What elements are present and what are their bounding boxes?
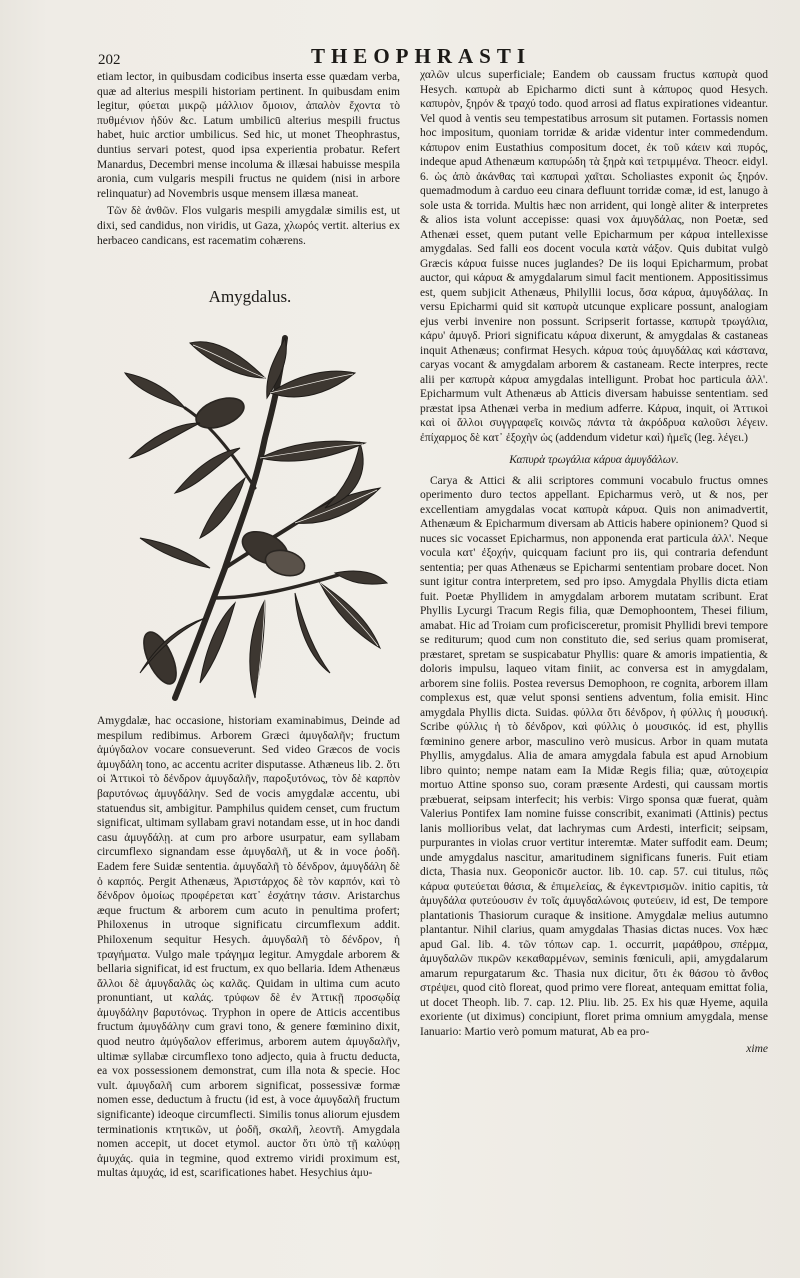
- paragraph: etiam lector, in quibusdam codicibus inserta esse quædam verba, quæ ad alterius mespili historiam pertinent. In quibusdam enim legitur, φύεται μικρῷ μάλλιον ὅμοιον, ἀπαλὸν ἔχοντα τὸ πυθμένιον ἡδύν &c. Latum umbilicū alterius mespili fructus habet, huic arctior umbilicus. Sed hic, ut monet Theophrastus, duntius servari potest, quod ipsa experientia probatur. Refert Manardus, Decembri mense incoluma & illæsai habuisse mespila aronia, cum vulgaris mespili fructus ne quidem (nisi in arbore relinquatur) ad Novembris usque mensem illæsa maneat.: [97, 71, 400, 200]
- paragraph: Carya & Attici & alii scriptores communi vocabulo fructus omnes operimento duro tectos appellant. Epicharmus verò, ut & nos, per excellentiam amygdalas vocat καπυρὰ κάρυα. Quis non animadvertit, Athenæum & Epicharmum diversam ab Atticis habere opinionem? Quod si nuces sic vocasset Epicharmus, non apponenda erat particula ἀλλ'. Neque vocula κατ' ἐξοχήν, quicquam faciunt pro iis, qui contraria defendunt sententia; per quas Athenæus se Epicharmi sententiam probare docet. Non sunt igitur contra interpretem, sed pro ipso. Amygdala Phyllis dicta etiam fuit. Poetæ Phyllidem in amygdalam arborem mutatam scribunt. Erat Phyllis Lycurgi Tracum Regis filia, quæ Demophoontem, Thesei filium, amabat. Hic ad Troiam cum proficisceretur, promisit Phyllidi brevi tempore se rediturum; quod cum non constituto die, sed serius quam promiserat, præstaret, spretam se suspicabatur Phyllis: quare & amoris impatientia, & doloris impulsu, laqueo vitam finiit, ac conversa est in amygdalam, arborem sine foliis. Postea reversus Demophoon, re cognita, arborem illam complexus est, quæ velut sponsi sentiens adventum, folia emisit. Hinc amygdala Phyllis dicta. Suidas. φύλλα ὅτι δένδρον, ἡ φύλλις ἡ μουσική. Scribe φύλλις ἡ τὸ δένδρον, καὶ φύλλις ὁ μουσικός. id est, phyllis fœminino genere arbor, masculino verò musicus. Arbor in quam mutata Phyllis, amygdalus. Alia de amara amygdala fabula est apud Arnobium libro quinto; nempe natam eam Ia Midæ Regis filia; quæ, αὐτοχειρία mortuo Attine sponso suo, coram præsente Ardesti, qui caussam mortis præbuerat, seipsam interfecit; his verbis: Virgo sponsa quæ fuerat, quàm Valerius Pontifex Iam nomine fuisse conscribit, exanimati (Attinis) pectus lanis mollioribus velat, dat lachrymas cum Ardesti, interficit; seipsam, purpurantes in violas cruor vertitur interemtæ. Mater suffodit eam. Deum; unde amygdalus nascitur, amaritudinem significans funeris. Fuit etiam dicta, Thasia nux. Geoponicōr auctor. lib. 10. cap. 57. cui titulus, πῶς κάρυα φυτεύεται θάσια, & ἐπιμελείας, & ἐγκεντρισμῶν. initio capitis, τὰ ἀμυγδάλα φυτεύουσιν ἐν τοῖς ἀμυγδαλώνοις φυτεύειν, id est, De tempore plantationis Thasiorum curaque & insitione. Amygdalæ melius autumno plantantur. Nihil clarius, quam amygdalas Thasias dictas nuces. Vox hæc apud Gal. lib. 4. τῶν τόπων cap. 1. occurrit, μαράθρου, σπέρμα, ἀμυγδαλῶν πικρῶν κεκαθαρμένων, seminis fœniculi, apii, amygdalarum amarum repurgatarum &c. Thasia nux dicitur, ὅτι ἐκ θάσου τὸ ἄνθος στρέψει, quod citò floreat, quod primo vere floreat, antequam emittat folia, ut docet Theoph. lib. 7. cap. 12. Pliu. lib. 25. Ex his quæ Hyeme, aquila exoriente (ut diximus) concipiunt, floret prima omnium amygdala, mense Ianuario: Martio verò pomum maturat, Ab ea pro-: [420, 474, 768, 1038]
- catchword: xime: [746, 1043, 768, 1055]
- running-head: THEOPHRASTI: [310, 44, 532, 68]
- paragraph: Τῶν δὲ ἀνθῶν. Flos vulgaris mespili amygdalæ similis est, ut dixi, sed candidus, non viridis, ut Gaza, χλωρός vertit. alterius ex herbaceo candicans, est racematim cohærens.: [97, 205, 400, 247]
- right-column: [420, 68, 768, 1057]
- paragraph: χαλῶν ulcus superficiale; Eandem ob caussam fructus καπυρὰ quod Hesych. καπυρὰ ab Epicharmo dicti sunt à κάπυρος quod Hesych. καπυρὸν, ξηρόν & τραχύ todo. quod arrosi ad flatus expirationes videantur. Vel quod à ventis seu tempestatibus arrosum sit putamen. Fortassis nomen hoc impositum, quoniam torridæ & aridæ videntur inter commedendum. κάπυρον enim Eustathius compositum docet, ἐκ τοῦ κάειν καὶ πυρός, indeque apud Athenæum καπυρώδη τὰ ξηρὰ καὶ τετριμμένα. Theocr. eidyl. 6. ὡς ἀπὸ ἀκάνθας ταὶ καπυραὶ χαῖται. Scholiastes exponit ὡς ξηρόν. quemadmodum à carduo eeu cinara defluunt torridæ comæ, id est, lanugo à sole usta & torrida. Multis hæc non arrident, qui longè aliter & interpretes & alios ista volunt accepisse: quasi vox ἀμυγδάλας, non Poetæ, sed Athenæi esset, quem putant velle Epicharmum per κάρυα intellexisse amygdalas. Sed falli eos docent vocula κατὰ νάξον. Quis dubitat vulgò Græcis κάρυα fuisse nuces juglandes? De iis loqui Epicharmum, probat auctor, qui κάρυα & amygdalarum simul facit mentionem. Appositissimus est, quem subjicit Athenæus, Philyllii locus, ὅσα κάρυα, ἀμυγδάλας. In versu Epicharmi quid sit καπυρὰ utcunque explicare possunt, analogiam ejus verbi invenire non possunt. Scripserit fortasse, καπυρὰ τρωγάλια, κάρυ' ἀμυγδ. Priori significatu κάρυα dixerunt, & amygdalas & castaneas inquit Athenæus; confirmat Hesych. κάρυα τούς ἀμυγδάλας καὶ κάστανα, caryas vocant & amygdalam arborem & castaneam. Recte interpres, recte alii per καπυρὰ κάρυα amygdalas intelligunt. Probat hoc particula ἀλλ'. Epicharmum vult Athenæus ab Atticis diversam habuisse sententiam. sed præstat ipsa Athenæi verba in medium adferre. Κάρυα, inquit, οἱ Ἀττικοὶ καὶ οἱ ἄλλοι συγγραφεῖς κοινῶς πάντα τὰ ἀκρόδρυα καλοῦσι λέγειν. ἐπίχαρμος δὲ κατ᾽ ἐξοχὴν ὡς (addendum videtur καὶ) ἡμεῖς (leg. λέγει.): [420, 69, 768, 444]
- left-column-top: [97, 70, 400, 251]
- section-heading: Καπυρὰ τρωγάλια κάρυα ἀμυγδάλων.: [509, 454, 679, 466]
- figure-caption: Amygdalus.: [208, 287, 292, 306]
- page-number: 202: [98, 52, 121, 68]
- paragraph: Amygdalæ, hac occasione, historiam examinabimus, Deinde ad mespilum redibimus. Arborem Græci ἀμυγδαλῆν; fructum ἀμύγδαλον vocare consueverunt. Sed video Græcos de vocis ἀμυγδάλη tono, ac accentu acriter disputasse. Athæneus lib. 2. ὅτι οἱ Ἀττικοὶ τὸ δένδρον ἀμυγδαλῆν, παροξυτόνως, τὸν δὲ καρπὸν βαρυτόνως ἀμυγδάλην. Sed de vocis amygdalæ accentu, ubi statuendus sit, ambigitur. Pamphilus quidem censet, cum fructum significat, ultimam syllabam gravi notandam esse, ut in hoc dandi casu ἀμυγδάλῃ. at cum pro arbore usurpatur, eam syllabam circumflexo signandam esse ἀμυγδαλῆ, ut & in voce ῥοδῆ. Eadem fere Suidæ sententia. ἀμυγδαλῆ τὸ δένδρον, ἀμυγδάλη δὲ ὁ καρπός. Pergit Athenæus, Ἀριστάρχος δὲ τὸν καρπόν, καὶ τὸ δένδρον ὁμοίως προφέρεται κατ᾽ ἐσχάτην τάσιν. Aristarchus æque fructum & arborem cum acuto in penultima profert; Philoxenus in utroque significatu circumflexum addit. Philoxenum sequitur Hesych. ἀμυγδαλῆ τὸ δένδρον, ἡ τραγήματα. Vulgo male τράγημα legitur. Amygdale arborem & bellaria significat, id est fructum, ex quo bellaria. Idem Athenæus ἄλλοι δὲ ἀμυγδαλᾶς ὡς καλᾶς. Quidam in ultima cum acuto pronuntiant, ut καλάς. τρύφων δὲ ἐν Ἀττικῇ προσῳδίᾳ ἀμυγδάλην βαρυτόνως. Tryphon in opere de Atticis accentibus fructum ἀμυγδάλην cum gravi tono, & genere fœminino dixit, quod neutro ἀμύγδαλον efferimus, arborem autem ἀμυγδαλῆν, ultimæ syllabæ circumflexo tono adjecto, quia à fructu deducta, ea vox possessionem demonstrat, cum illa nota & specie. Hoc vult. ἀμυγδαλῆ cum arborem significat, possessivæ formæ nomen esse, deductum à fructu (id est, à voce ἀμυγδαλῆ fructum significante) ideoque circumflecti. Similis tonus aliorum ejusdem terminationis κτητικῶν, ut ῥοδῆ, σκαλῆ, λεοντῆ. Amygdala nomen accepit, ut docet etymol. auctor ὅτι ὑπὸ τῇ καλύφῃ ἀμυχάς. quia in tegmine, quod extremo viridi proximum est, multas ἀμυχάς, id est, scarificationes habet. Hesychius ἀμυ-: [97, 715, 400, 1180]
- almond-branch-woodcut: [115, 318, 390, 708]
- left-column-bottom: [97, 714, 400, 1184]
